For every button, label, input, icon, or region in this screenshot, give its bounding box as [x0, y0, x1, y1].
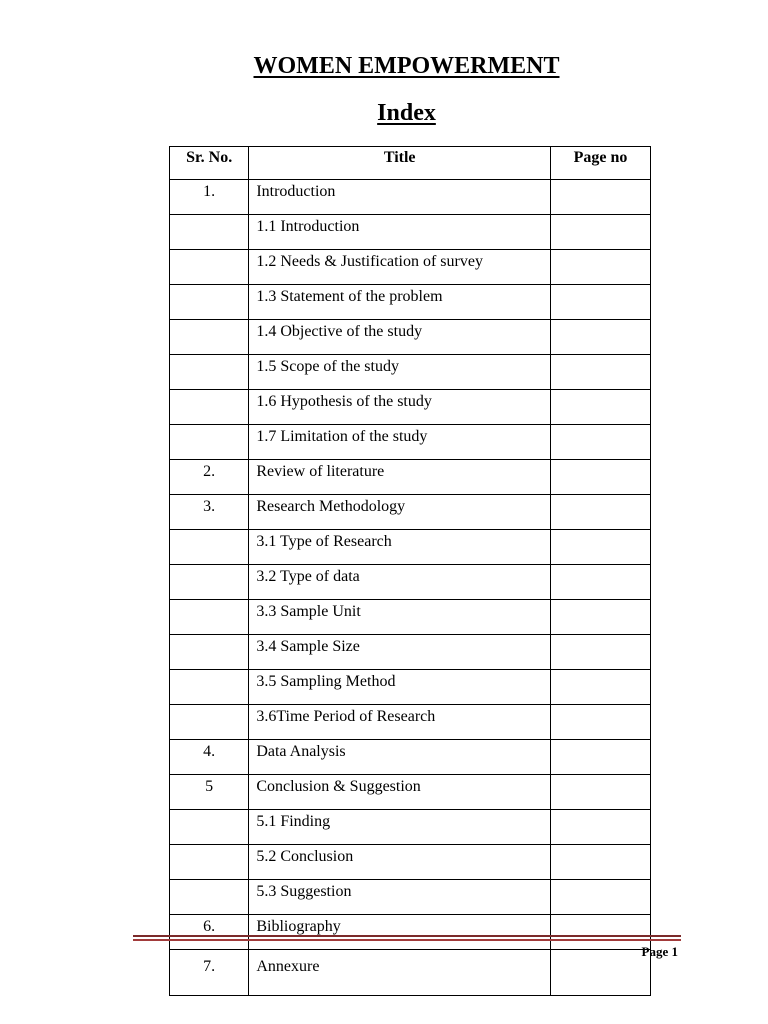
row-page-no [551, 810, 651, 845]
row-page-no [551, 530, 651, 565]
table-row [170, 810, 651, 845]
row-title: 1.2 Needs & Justification of survey [249, 250, 551, 285]
row-title: 1.7 Limitation of the study [249, 425, 551, 460]
row-sr-no: 6. [170, 915, 249, 950]
row-page-no [551, 495, 651, 530]
row-title: Introduction [249, 180, 551, 215]
row-title: 5.3 Suggestion [249, 880, 551, 915]
row-title: 1.1 Introduction [249, 215, 551, 250]
row-title: Annexure [249, 950, 551, 996]
table-row [170, 495, 651, 530]
row-sr-no [170, 530, 249, 565]
row-page-no [551, 425, 651, 460]
index-heading-text: Index [377, 100, 436, 126]
row-sr-no: 7. [170, 950, 249, 996]
row-sr-no [170, 320, 249, 355]
row-title: 1.5 Scope of the study [249, 355, 551, 390]
row-sr-no [170, 705, 249, 740]
row-page-no [551, 390, 651, 425]
row-sr-no [170, 215, 249, 250]
header-sr-no: Sr. No. [170, 147, 249, 180]
table-row [170, 915, 651, 950]
row-page-no [551, 215, 651, 250]
row-page-no [551, 180, 651, 215]
row-page-no [551, 600, 651, 635]
table-header-row [170, 147, 651, 180]
row-page-no [551, 705, 651, 740]
row-sr-no [170, 670, 249, 705]
row-title: Research Methodology [249, 495, 551, 530]
table-row [170, 740, 651, 775]
row-title: 5.2 Conclusion [249, 845, 551, 880]
table-row [170, 635, 651, 670]
row-page-no [551, 880, 651, 915]
row-title: 3.2 Type of data [249, 565, 551, 600]
row-page-no [551, 565, 651, 600]
table-row [170, 880, 651, 915]
row-page-no [551, 320, 651, 355]
row-sr-no [170, 390, 249, 425]
row-page-no [551, 775, 651, 810]
row-sr-no [170, 810, 249, 845]
row-title: 1.6 Hypothesis of the study [249, 390, 551, 425]
row-title: 3.4 Sample Size [249, 635, 551, 670]
row-title: 3.1 Type of Research [249, 530, 551, 565]
row-title: 3.3 Sample Unit [249, 600, 551, 635]
row-sr-no [170, 845, 249, 880]
footer-divider [133, 935, 681, 941]
row-page-no [551, 460, 651, 495]
row-page-no [551, 845, 651, 880]
row-page-no [551, 740, 651, 775]
row-sr-no [170, 635, 249, 670]
table-row [170, 950, 651, 996]
row-title: 5.1 Finding [249, 810, 551, 845]
row-sr-no [170, 880, 249, 915]
header-page-no: Page no [551, 147, 651, 180]
table-row [170, 390, 651, 425]
index-heading [0, 100, 768, 127]
table-body [170, 180, 651, 996]
document-title [0, 53, 768, 80]
row-page-no [551, 250, 651, 285]
row-page-no [551, 355, 651, 390]
row-sr-no: 2. [170, 460, 249, 495]
row-page-no [551, 285, 651, 320]
document-title-text: WOMEN EMPOWERMENT [253, 53, 560, 79]
table-row [170, 775, 651, 810]
footer-divider-line-top [133, 935, 681, 937]
table-row [170, 355, 651, 390]
row-sr-no: 3. [170, 495, 249, 530]
table-row [170, 215, 651, 250]
footer-divider-line-bottom [133, 939, 681, 941]
index-table [169, 146, 651, 996]
row-sr-no [170, 425, 249, 460]
row-sr-no [170, 565, 249, 600]
table-row [170, 320, 651, 355]
row-sr-no: 5 [170, 775, 249, 810]
table-row [170, 425, 651, 460]
row-title: Review of literature [249, 460, 551, 495]
table-row [170, 845, 651, 880]
row-title: Bibliography [249, 915, 551, 950]
row-page-no [551, 950, 651, 996]
table-row [170, 670, 651, 705]
row-sr-no [170, 600, 249, 635]
table-row [170, 180, 651, 215]
row-title: 1.4 Objective of the study [249, 320, 551, 355]
row-title: 3.6Time Period of Research [249, 705, 551, 740]
row-page-no [551, 915, 651, 950]
page-number: Page 1 [641, 944, 678, 959]
row-sr-no [170, 285, 249, 320]
table-row [170, 460, 651, 495]
row-sr-no [170, 355, 249, 390]
row-title: Conclusion & Suggestion [249, 775, 551, 810]
table-row [170, 250, 651, 285]
table-row [170, 530, 651, 565]
row-sr-no: 1. [170, 180, 249, 215]
row-page-no [551, 670, 651, 705]
row-sr-no [170, 250, 249, 285]
table-row [170, 600, 651, 635]
row-page-no [551, 635, 651, 670]
row-sr-no: 4. [170, 740, 249, 775]
table-row [170, 285, 651, 320]
header-title: Title [249, 147, 551, 180]
row-title: 1.3 Statement of the problem [249, 285, 551, 320]
table-row [170, 705, 651, 740]
row-title: 3.5 Sampling Method [249, 670, 551, 705]
row-title: Data Analysis [249, 740, 551, 775]
table-row [170, 565, 651, 600]
